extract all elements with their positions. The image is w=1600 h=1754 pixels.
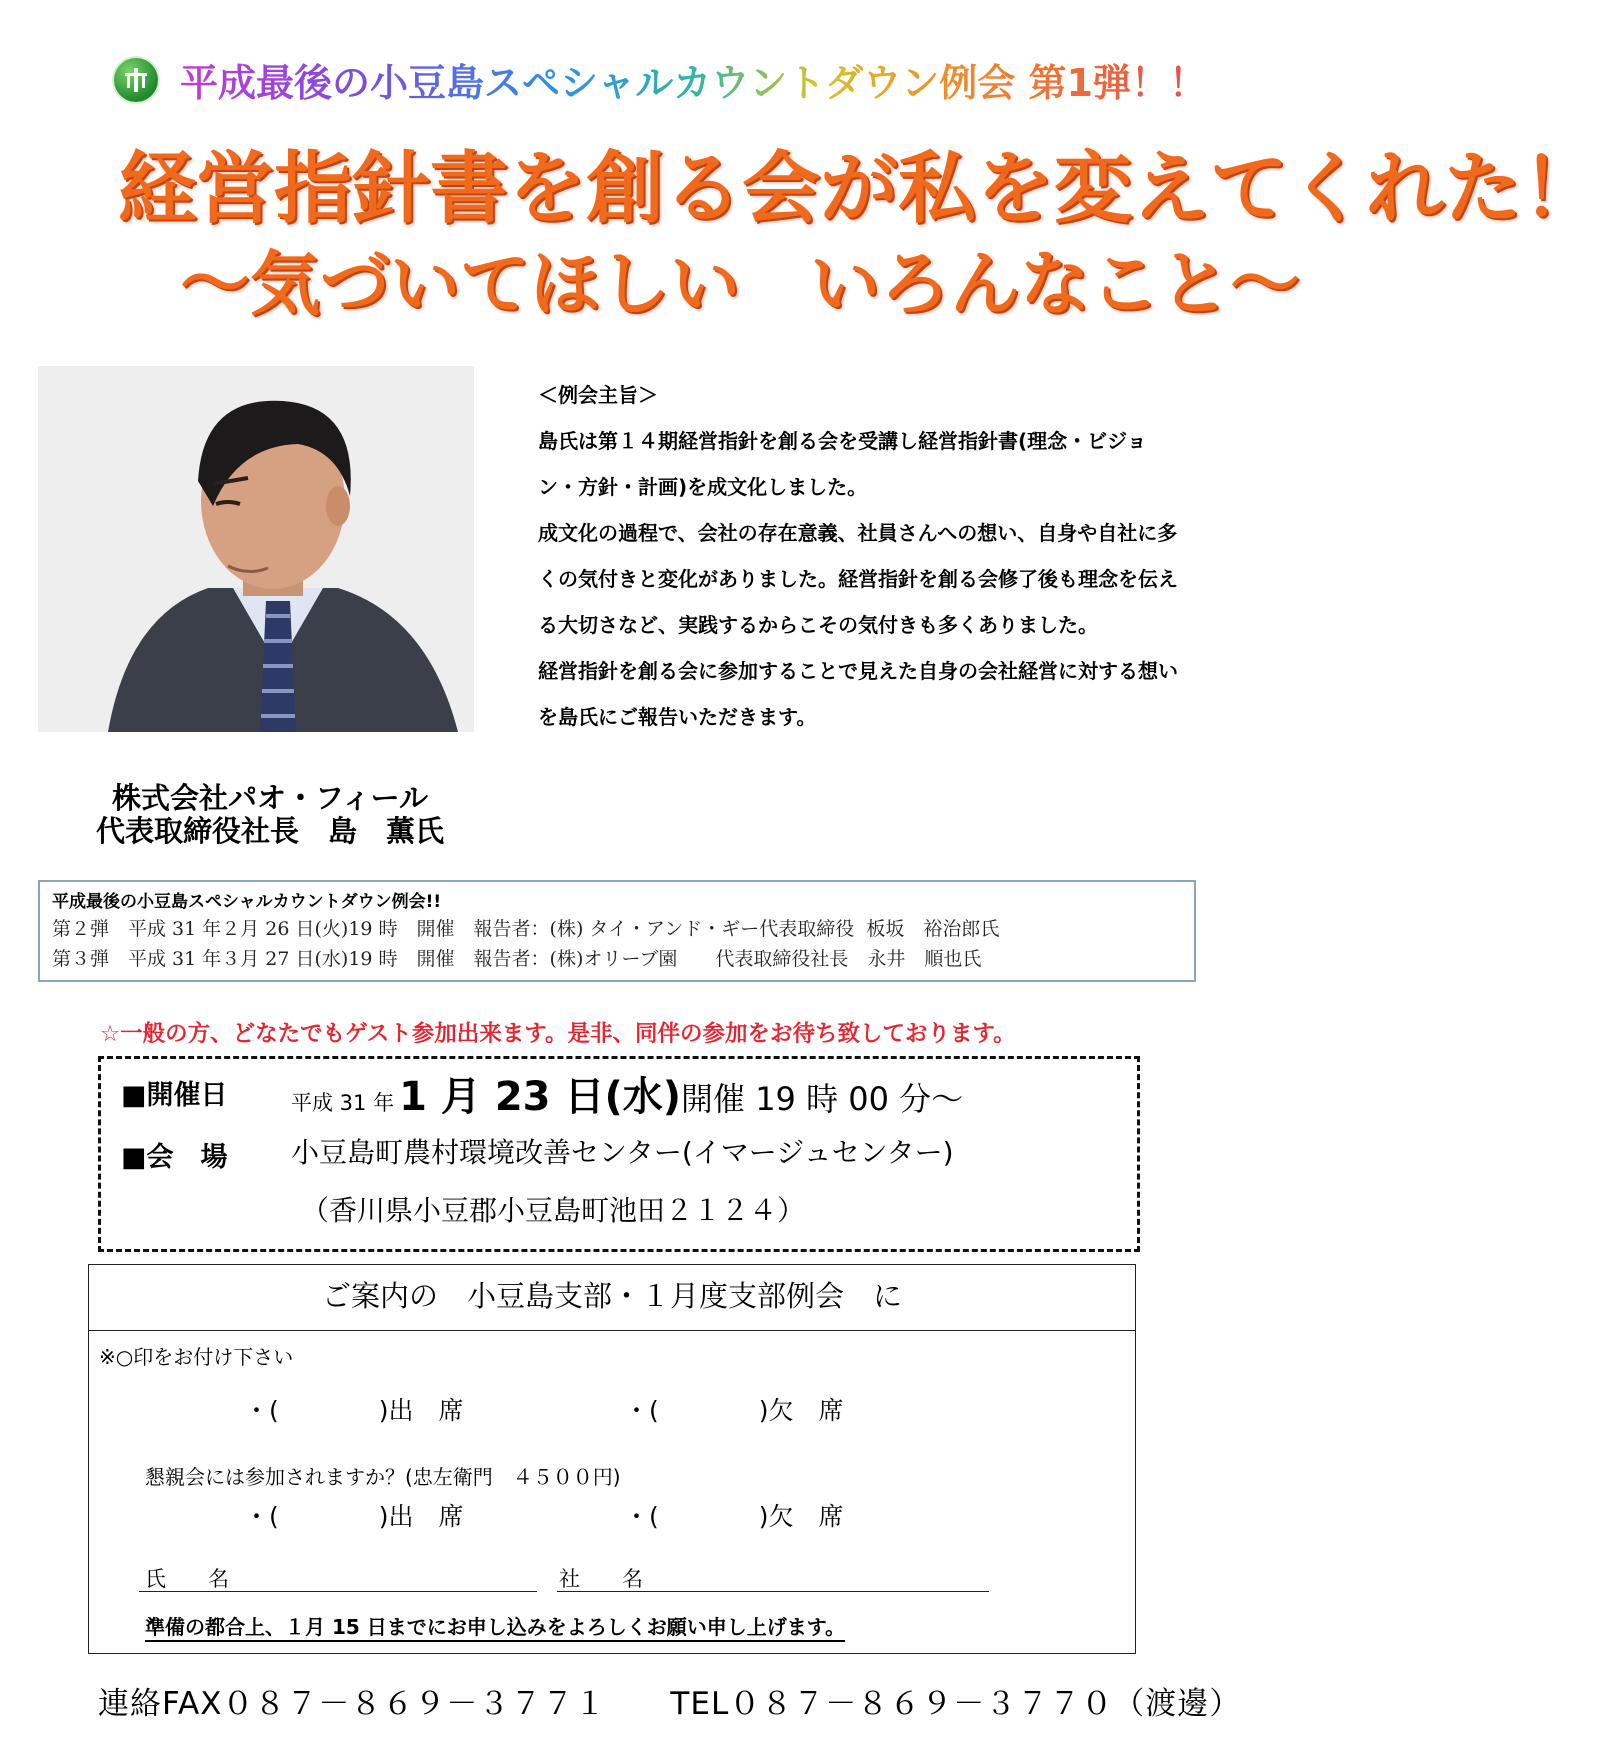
meeting-purpose	[538, 372, 1178, 740]
series-schedule-title: 平成最後の小豆島スペシャルカウントダウン例会!!	[52, 892, 442, 912]
event-details-box	[98, 1056, 1140, 1252]
meeting-attend-option[interactable]: ・( )出 席	[244, 1396, 464, 1425]
application-deadline: 準備の都合上、１月 15 日までにお申し込みをよろしくお願い申し上げます。	[145, 1611, 845, 1642]
organization-logo	[114, 58, 158, 102]
logo-mark-icon	[114, 58, 158, 102]
party-attend-option[interactable]: ・( )出 席	[244, 1502, 464, 1531]
purpose-paragraph: 成文化の過程で、会社の存在意義、社員さんへの想い、自身や自社に多くの気付きと変化がありました。経営指針を創る会修了後も理念を伝える大切さなど、実践するからこその気付きも多くありました。	[538, 521, 1178, 637]
speaker-name: 代表取締役社長 島 薫氏	[95, 814, 444, 848]
series-schedule-line: 第３弾 平成 31 年３月 27 日(水)19 時 開催 報告者：(株)オリーブ園 代表取締役社長 永井 順也氏	[52, 948, 982, 970]
company-field-line[interactable]	[557, 1591, 989, 1592]
venue-label: ■会 場	[121, 1142, 228, 1173]
name-label: 氏 名	[145, 1567, 229, 1591]
speaker-photo	[38, 366, 474, 732]
series-schedule-line: 第２弾 平成 31 年２月 26 日(火)19 時 開催 報告者：(株) タイ・アンド・ギー代表取締役 板坂 裕治郎氏	[52, 918, 1000, 940]
sub-title: ～気づいてほしい いろんなこと～	[180, 243, 1300, 325]
speaker-company: 株式会社パオ・フィール	[111, 781, 429, 815]
venue-name: 小豆島町農村環境改善センター(イマージュセンター)	[291, 1136, 954, 1169]
purpose-paragraph: 経営指針を創る会に参加することで見えた自身の会社経営に対する想いを島氏にご報告いただきます。	[538, 659, 1178, 729]
meeting-absent-option[interactable]: ・( )欠 席	[624, 1396, 844, 1425]
date-main: 1 月 23 日(水)	[399, 1074, 682, 1120]
purpose-paragraph: 島氏は第１４期経営指針を創る会を受講し経営指針書(理念・ビジョン・方針・計画)を成文化しました。	[538, 429, 1147, 499]
form-note: ※○印をお付け下さい	[99, 1345, 294, 1369]
party-absent-option[interactable]: ・( )欠 席	[624, 1502, 844, 1531]
name-field-line[interactable]	[139, 1591, 537, 1592]
form-heading: ご案内の 小豆島支部・１月度支部例会 に	[89, 1265, 1135, 1331]
series-title: 平成最後の小豆島スペシャルカウントダウン例会 第1弾！！	[180, 52, 1207, 107]
contact-info: 連絡FAX０８７－８６９－３７７１ TEL０８７－８６９－３７７０（渡邊）	[98, 1686, 1242, 1722]
date-era: 平成 31 年	[291, 1091, 395, 1115]
guest-notice: ☆一般の方、どなたでもゲスト参加出来ます。是非、同伴の参加をお待ち致しております。	[100, 1021, 1016, 1047]
date-time: 開催 19 時 00 分～	[681, 1080, 964, 1118]
date-label: ■開催日	[121, 1080, 228, 1111]
series-schedule-box	[38, 880, 1196, 982]
party-question: 懇親会には参加されますか？(忠左衛門 ４５００円)	[145, 1465, 621, 1489]
main-title: 経営指針書を創る会が私を変えてくれた！	[118, 144, 1600, 234]
venue-address: （香川県小豆郡小豆島町池田２１２４）	[301, 1194, 806, 1227]
attendance-form	[88, 1264, 1136, 1654]
company-label: 社 名	[559, 1567, 643, 1591]
purpose-heading: ＜例会主旨＞	[538, 383, 658, 407]
